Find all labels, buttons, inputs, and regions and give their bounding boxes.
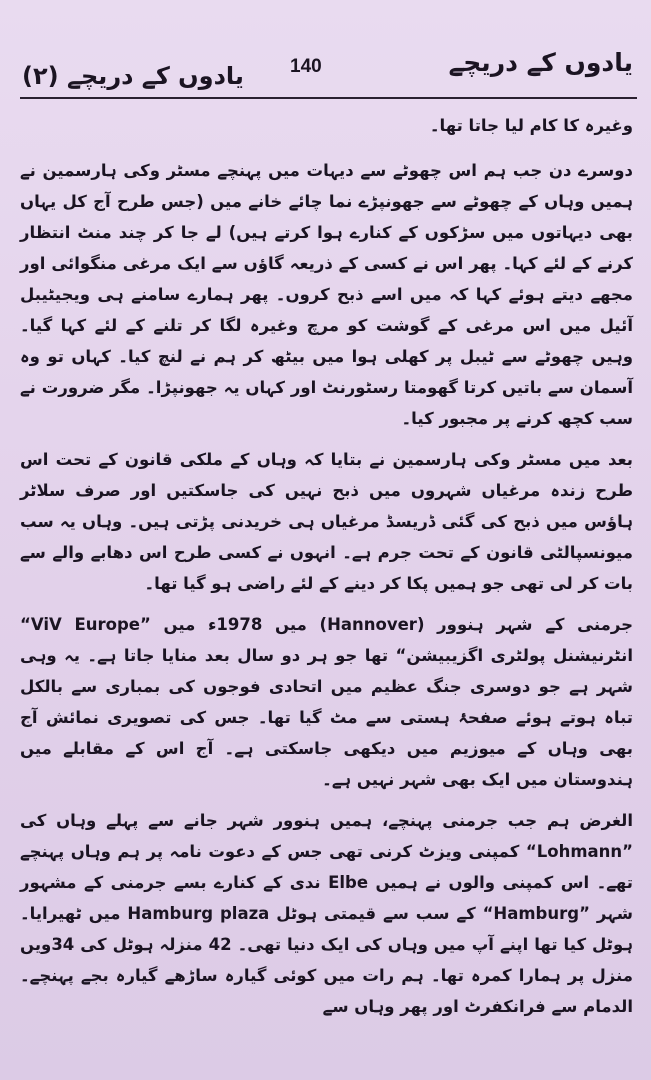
page-body	[20, 110, 633, 1060]
header-book-title-volume: یادوں کے دریچے (۲)	[22, 62, 244, 90]
paragraph: دوسرے دن جب ہم اس چھوٹے سے دیہات میں پہنچے مسٹر وکی ہارسمین نے ہمیں وہاں کے چھوٹے سے جھونپڑے نما چائے خانے میں (جس طرح آج کل یہاں بھی دیہاتوں میں سڑکوں کے کنارے ہوا کرتے ہیں) لے جا کر چند منٹ انتظار کرنے کے لئے کہا۔ پھر اس نے کسی کے ذریعہ گاؤں سے ایک مرغی منگوائی اور مجھے دیتے ہوئے کہا کہ میں اسے ذبح کروں۔ پھر ہمارے سامنے ہی ویجیٹیبل آئیل میں اس مرغی کے گوشت کو مرچ وغیرہ لگا کر تلنے کے لئے کہا گیا۔ وہیں چھوٹے سے ٹیبل پر کھلی ہوا میں بیٹھ کر ہم نے لنچ کیا۔ کہاں تو وہ آسمان سے باتیں کرتا گھومتا رسٹورنٹ اور کہاں یہ جھونپڑا۔ مگر ضرورت نے سب کچھ کرنے پر مجبور کیا۔	[20, 161, 633, 428]
header-book-title: یادوں کے دریچے	[448, 48, 633, 77]
paragraph: وغیرہ کا کام لیا جاتا تھا۔	[429, 116, 633, 135]
running-header	[22, 48, 633, 92]
paragraph: الغرض ہم جب جرمنی پہنچے، ہمیں ہنوور شہر جانے سے پہلے وہاں کی ”Lohmann“ کمپنی ویزٹ کرنی تھی جس کے دعوت نامہ پر ہم وہاں پہنچے تھے۔ اس کمپنی والوں نے ہمیں Elbe ندی کے کنارے بسے جرمنی کے مشہور شہر ”Hamburg“ کے سب سے قیمتی ہوٹل Hamburg plaza میں ٹھیرایا۔ ہوٹل کیا تھا اپنے آپ میں وہاں کی ایک دنیا تھی۔ 42 منزلہ ہوٹل کی 34ویں منزل پر ہمارا کمرہ تھا۔ ہم رات میں کوئی گیارہ ساڑھے گیارہ بجے پہنچے۔ الدمام سے فرانکفرٹ اور پھر وہاں سے	[20, 811, 633, 1016]
paragraph: بعد میں مسٹر وکی ہارسمین نے بتایا کہ وہاں کے ملکی قانون کے تحت اس طرح زندہ مرغیاں شہروں میں ذبح نہیں کی جاسکتیں اور صرف سلاٹر ہاؤس میں ذبح کی گئی ڈریسڈ مرغیاں ہی خریدنی پڑتی ہیں۔ وہاں یہ سب میونسپالٹی قانون کے تحت جرم ہے۔ انہوں نے کسی طرح اس دھابے والے سے بات کر لی تھی جو ہمیں پکا کر دینے کے لئے راضی ہو گیا تھا۔	[20, 450, 633, 593]
paragraph: جرمنی کے شہر ہنوور (Hannover) میں 1978ء میں ”ViV Europe“ انٹرنیشنل پولٹری اگزیبیشن“ تھا جو ہر دو سال بعد منایا جاتا ہے۔ یہ وہی شہر ہے جو دوسری جنگ عظیم میں اتحادی فوجوں کی بمباری سے بالکل تباہ ہوتے ہوئے صفحۂ ہستی سے مٹ گیا تھا۔ جس کی تصویری نمائش آج بھی وہاں کے میوزیم میں دیکھی جاسکتی ہے۔ آج اس کے مقابلے میں ہندوستان میں ایک بھی شہر نہیں ہے۔	[20, 615, 633, 789]
header-divider	[20, 97, 637, 99]
page-number: 140	[290, 56, 322, 77]
